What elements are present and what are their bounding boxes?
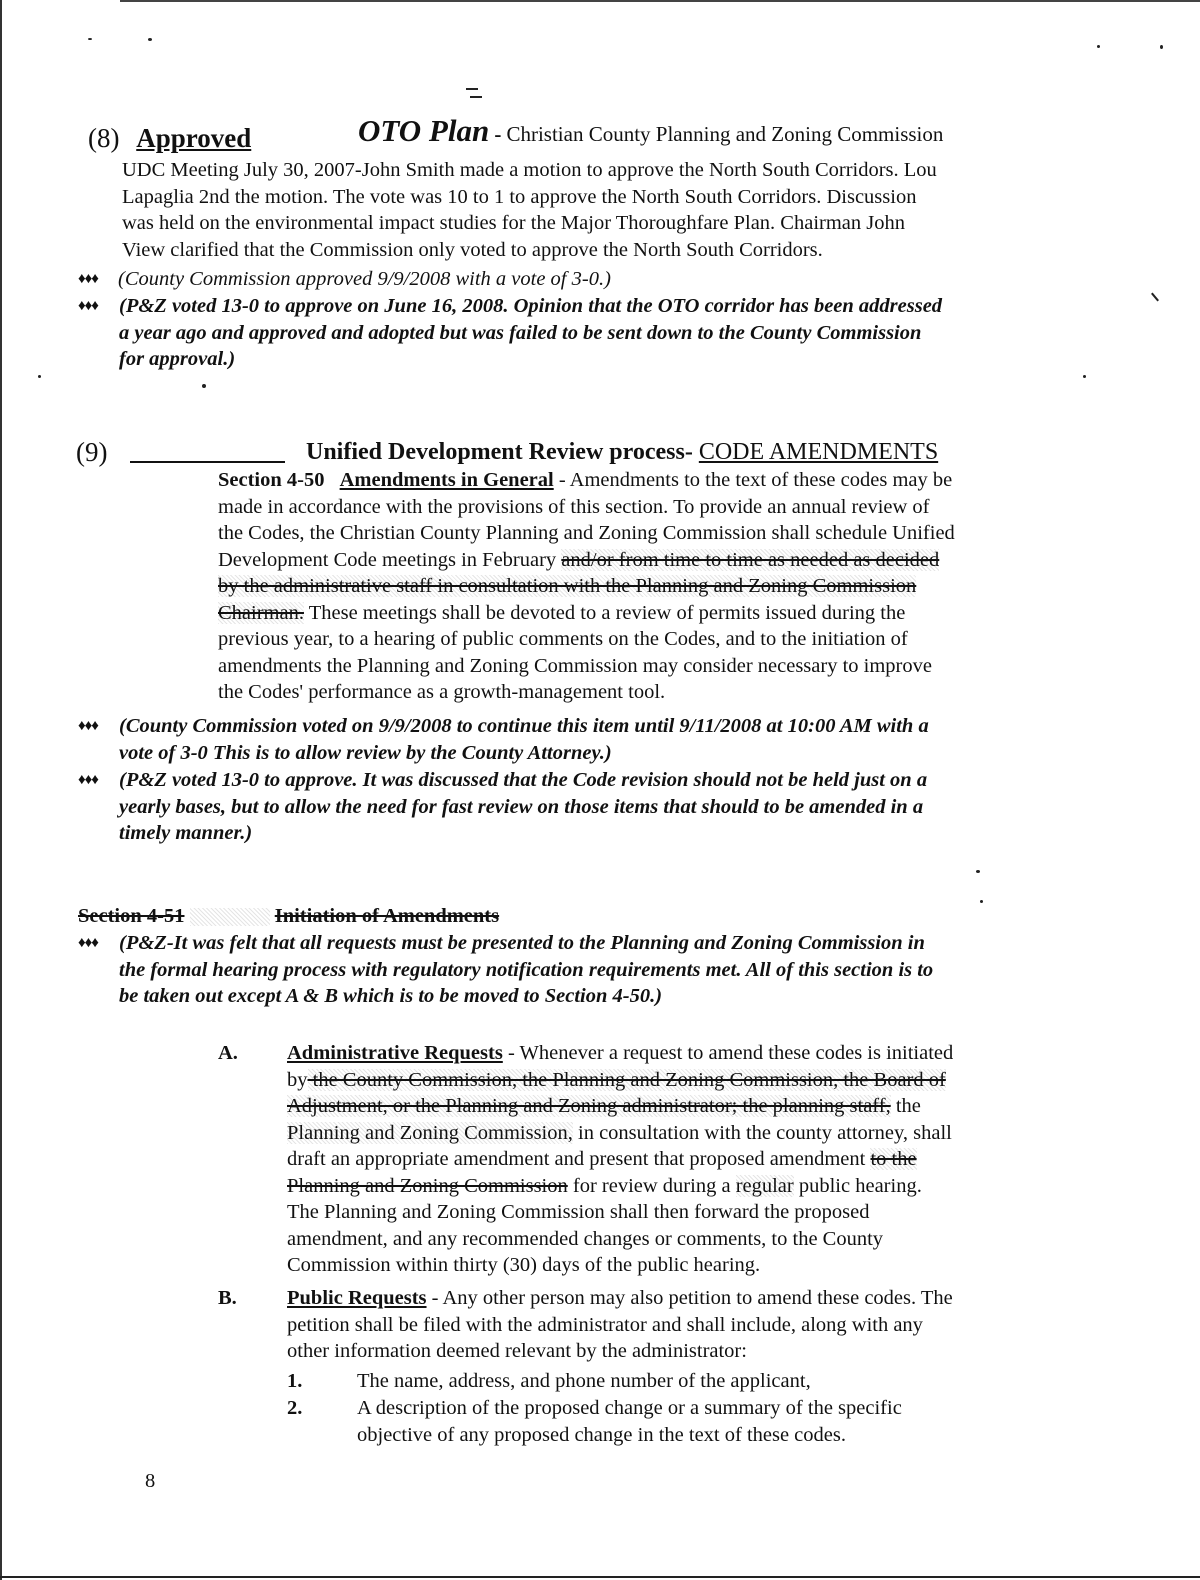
body-line: Commission within thirty (30) days of the public hearing. (287, 1254, 761, 1276)
diamond-bullets-icon: ♦♦♦ (78, 935, 98, 951)
note-line: (P&Z voted 13-0 to approve. It was discussed that the Code revision should not be held just on a (119, 769, 928, 791)
note-line: (P&Z-It was felt that all requests must be presented to the Planning and Zoning Commission in (119, 932, 925, 954)
item-number: (8) (88, 123, 120, 153)
scan-speck (466, 88, 478, 90)
scan-speck (1083, 375, 1086, 378)
note-line: vote of 3-0 This is to allow review by the County Attorney.) (119, 741, 612, 764)
text-run: in consultation with the county attorney, shall (572, 1121, 952, 1144)
scan-speck (202, 384, 206, 388)
marked-text: regular (735, 1174, 794, 1197)
section-4-51-note (78, 930, 1078, 1010)
marked-text: Planning and Zoning Commission, (287, 1121, 573, 1144)
text-run: the (890, 1095, 921, 1117)
item-8-line-1: Christian County Planning and Zoning Commission (506, 122, 944, 146)
section-line: the Codes' performance as a growth-management tool. (218, 681, 666, 703)
scan-speck (38, 375, 41, 378)
diamond-bullets-icon: ♦♦♦ (78, 298, 98, 314)
item-9-note-county (78, 713, 1078, 766)
note-line: the formal hearing process with regulatory notification requirements met. All of this section is to (119, 958, 934, 981)
section-intro: - Amendments to the text of these codes may be (553, 469, 953, 491)
text-run: by (287, 1068, 308, 1091)
subsection-heading: Administrative Requests (287, 1042, 503, 1064)
note-line: be taken out except A & B which is to be moved to Section 4-50.) (119, 985, 663, 1007)
body-line: petition shall be filed with the administrator and shall include, along with any (287, 1313, 923, 1336)
section-line: previous year, to a hearing of public comments on the Codes, and to the initiation of (218, 628, 908, 650)
struck-gap (190, 908, 270, 926)
scan-speck (88, 38, 92, 40)
item-title: OTO Plan (358, 113, 490, 148)
title-dash: - (494, 122, 502, 146)
administrative-requests (287, 1040, 1087, 1279)
item-8-note-pz (78, 293, 1078, 373)
item-8-note-county (78, 266, 1078, 293)
note-line: (County Commission voted on 9/9/2008 to continue this item until 9/11/2008 at 10:00 AM with a (119, 715, 929, 737)
list-item: The name, address, and phone number of the applicant, (357, 1370, 811, 1392)
diamond-bullets-icon: ♦♦♦ (78, 271, 98, 287)
text-run: public hearing. (793, 1174, 922, 1197)
scan-speck (1097, 45, 1100, 48)
struck-text: to the (870, 1148, 917, 1170)
section-line: amendments the Planning and Zoning Commission may consider necessary to improve (218, 654, 932, 677)
item-8-title-line (358, 113, 944, 149)
note-line: (P&Z voted 13-0 to approve on June 16, 2008. Opinion that the OTO corridor has been addressed (119, 295, 943, 317)
text-run: for review during a (567, 1174, 736, 1197)
section-line: the Codes, the Christian County Planning and Zoning Commission shall schedule Unified (218, 522, 955, 544)
scan-speck (1151, 293, 1159, 302)
struck-text: and/or from time to time as needed as decided (561, 548, 940, 571)
section-line: Development Code meetings in February (218, 548, 557, 571)
list-letter-a: A. (218, 1042, 238, 1064)
list-number: 2. (287, 1397, 303, 1419)
struck-text: Adjustment, or the Planning and Zoning administrator; the planning staff, (287, 1095, 891, 1117)
subsection-intro: - Any other person may also petition to amend these codes. The (426, 1287, 953, 1309)
item-title-underlined: CODE AMENDMENTS (698, 439, 939, 465)
section-line: made in accordance with the provisions of this section. To provide an annual review of (218, 495, 930, 518)
scan-speck (148, 38, 152, 41)
subsection-intro: - Whenever a request to amend these codes is initiated (502, 1042, 954, 1064)
section-4-50 (218, 467, 1098, 706)
diamond-bullets-icon: ♦♦♦ (78, 718, 98, 734)
note-line: for approval.) (119, 348, 236, 370)
note-text: (County Commission approved 9/9/2008 with a vote of 3-0.) (118, 268, 611, 290)
scan-speck (980, 900, 983, 903)
item-status: Approved (136, 123, 252, 153)
scan-bottom-edge (0, 1576, 1200, 1578)
note-line: timely manner.) (119, 822, 253, 844)
item-9-title-line (306, 437, 938, 467)
section-4-51-heading (78, 903, 499, 930)
subsection-heading: Public Requests (287, 1287, 427, 1309)
list-item-line: A description of the proposed change or a summary of the specific (357, 1397, 902, 1419)
body-line: View clarified that the Commission only voted to approve the North South Corridors. (122, 238, 823, 261)
section-line: These meetings shall be devoted to a review of permits issued during the (303, 601, 906, 624)
item-9-note-pz (78, 767, 1078, 847)
section-label: Section 4-51 (78, 905, 185, 927)
item-title: Unified Development Review process- (306, 439, 693, 465)
page-number: 8 (145, 1470, 156, 1492)
body-line: other information deemed relevant by the administrator: (287, 1340, 747, 1362)
text-run: draft an appropriate amendment and present that proposed amendment (287, 1148, 871, 1170)
scan-speck (1160, 45, 1163, 49)
section-title: Initiation of Amendments (274, 905, 500, 927)
struck-text: Chairman. (218, 601, 304, 624)
item-8-heading (88, 122, 251, 154)
scan-left-edge (0, 0, 2, 1580)
scan-speck (976, 870, 980, 873)
struck-text: the County Commission, the Planning and Zoning Commission, the Board of (307, 1068, 946, 1091)
body-line: was held on the environmental impact studies for the Major Thoroughfare Plan. Chairman John (122, 212, 905, 234)
scan-top-edge (120, 0, 1200, 2)
list-number: 1. (287, 1370, 303, 1392)
list-item-line: objective of any proposed change in the text of these codes. (357, 1423, 846, 1446)
note-line: yearly bases, but to allow the need for fast review on those items that should to be amended in a (119, 795, 924, 818)
body-line: The Planning and Zoning Commission shall then forward the proposed (287, 1201, 870, 1223)
note-line: a year ago and approved and adopted but was failed to be sent down to the County Commission (119, 321, 922, 344)
public-requests (287, 1285, 1087, 1365)
section-label: Section 4-50 (218, 469, 325, 491)
item-8-body (122, 157, 1122, 263)
struck-text: by the administrative staff in consultation with the Planning and Zoning Commission (218, 575, 917, 597)
section-name: Amendments in General (339, 469, 554, 491)
list-letter-b: B. (218, 1287, 237, 1309)
diamond-bullets-icon: ♦♦♦ (78, 772, 98, 788)
list-item (357, 1395, 902, 1448)
body-line: Lapaglia 2nd the motion. The vote was 10 to 1 to approve the North South Corridors. Discussion (122, 185, 917, 208)
body-line: amendment, and any recommended changes or comments, to the County (287, 1227, 884, 1250)
blank-status-line (130, 461, 285, 463)
scan-speck (470, 96, 482, 98)
struck-text: Planning and Zoning Commission (287, 1174, 568, 1197)
body-line: UDC Meeting July 30, 2007-John Smith made a motion to approve the North South Corridors. Lou (122, 159, 937, 181)
item-number: (9) (76, 437, 108, 467)
